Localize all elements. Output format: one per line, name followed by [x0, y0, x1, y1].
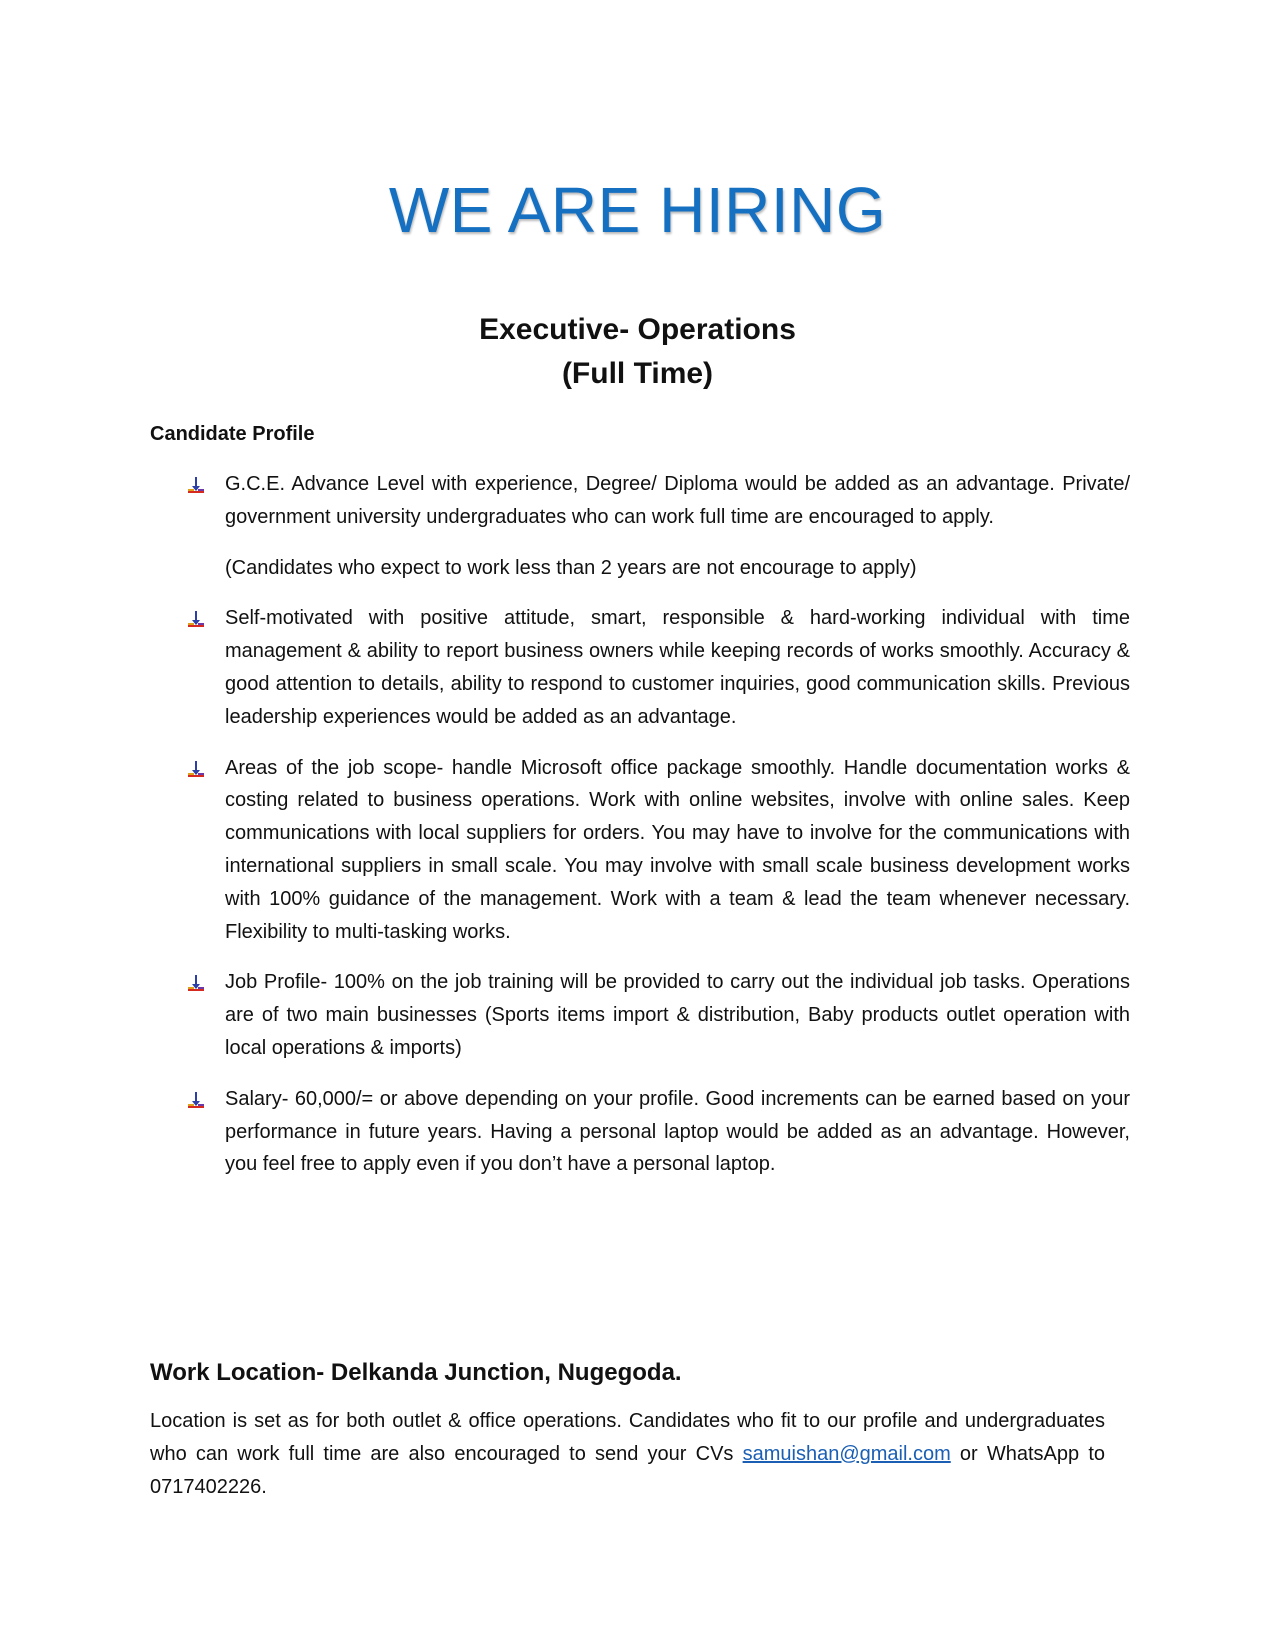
- candidate-profile-list: [150, 468, 1130, 1199]
- list-item-text: Self-motivated with positive attitude, smart, responsible & hard-working individual with time management & ability to report business owners while keeping records of works smoothly. Accuracy & good attention to details, ability to respond to customer inquiries, good communication skills. Previous leadership experiences would be added as an advantage.: [225, 607, 1130, 728]
- list-item: [150, 468, 1130, 584]
- arrow-cross-bullet-icon: [187, 974, 205, 992]
- location-text-after: or WhatsApp to 0717402226.: [150, 1442, 1106, 1498]
- arrow-cross-bullet-icon: [187, 1091, 205, 1109]
- arrow-cross-bullet-icon: [187, 476, 205, 494]
- email-link[interactable]: samuishan@gmail.com: [742, 1442, 951, 1465]
- list-item-text: Salary- 60,000/= or above depending on your profile. Good increments can be earned based on your performance in future years. Having a personal laptop would be added as an advantage. However, you feel free to apply even if you don’t have a personal laptop.: [225, 1087, 1130, 1176]
- list-item-text: G.C.E. Advance Level with experience, Degree/ Diploma would be added as an advantage. Private/ government university undergraduates who can work full time are encouraged to apply.: [225, 473, 1130, 528]
- hiring-headline: WE ARE HIRING: [388, 174, 887, 246]
- work-location-heading: Work Location- Delkanda Junction, Nugegoda.: [150, 1359, 682, 1386]
- job-title: Executive- Operations: [479, 313, 796, 346]
- list-item: [150, 752, 1130, 949]
- arrow-cross-bullet-icon: [187, 610, 205, 628]
- job-title-block: [0, 308, 1275, 396]
- candidate-profile-heading: Candidate Profile: [150, 423, 315, 445]
- arrow-cross-bullet-icon: [187, 760, 205, 778]
- location-paragraph: [150, 1405, 1105, 1503]
- list-item: [150, 602, 1130, 733]
- location-text-before: Location is set as for both outlet & office operations. Candidates who fit to our profile and undergraduates who can work full time are also encouraged to send your CVs: [150, 1410, 1105, 1465]
- list-item: [150, 966, 1130, 1064]
- job-type: (Full Time): [561, 357, 714, 390]
- list-item-note: (Candidates who expect to work less than 2 years are not encourage to apply): [225, 556, 917, 579]
- list-item-text: Areas of the job scope- handle Microsoft office package smoothly. Handle documentation works & costing related to business operations. Work with online websites, involve with online sales. Keep communications with local suppliers for orders. You may have to involve for the communications with international suppliers in small scale. You may involve with small scale business development works with 100% guidance of the management. Work with a team & lead the team whenever necessary. Flexibility to multi-tasking works.: [225, 756, 1130, 943]
- list-item-text: Job Profile- 100% on the job training will be provided to carry out the individual job tasks. Operations are of two main businesses (Sports items import & distribution, Baby products outlet operation with local operations & imports): [225, 971, 1130, 1059]
- list-item: [150, 1083, 1130, 1181]
